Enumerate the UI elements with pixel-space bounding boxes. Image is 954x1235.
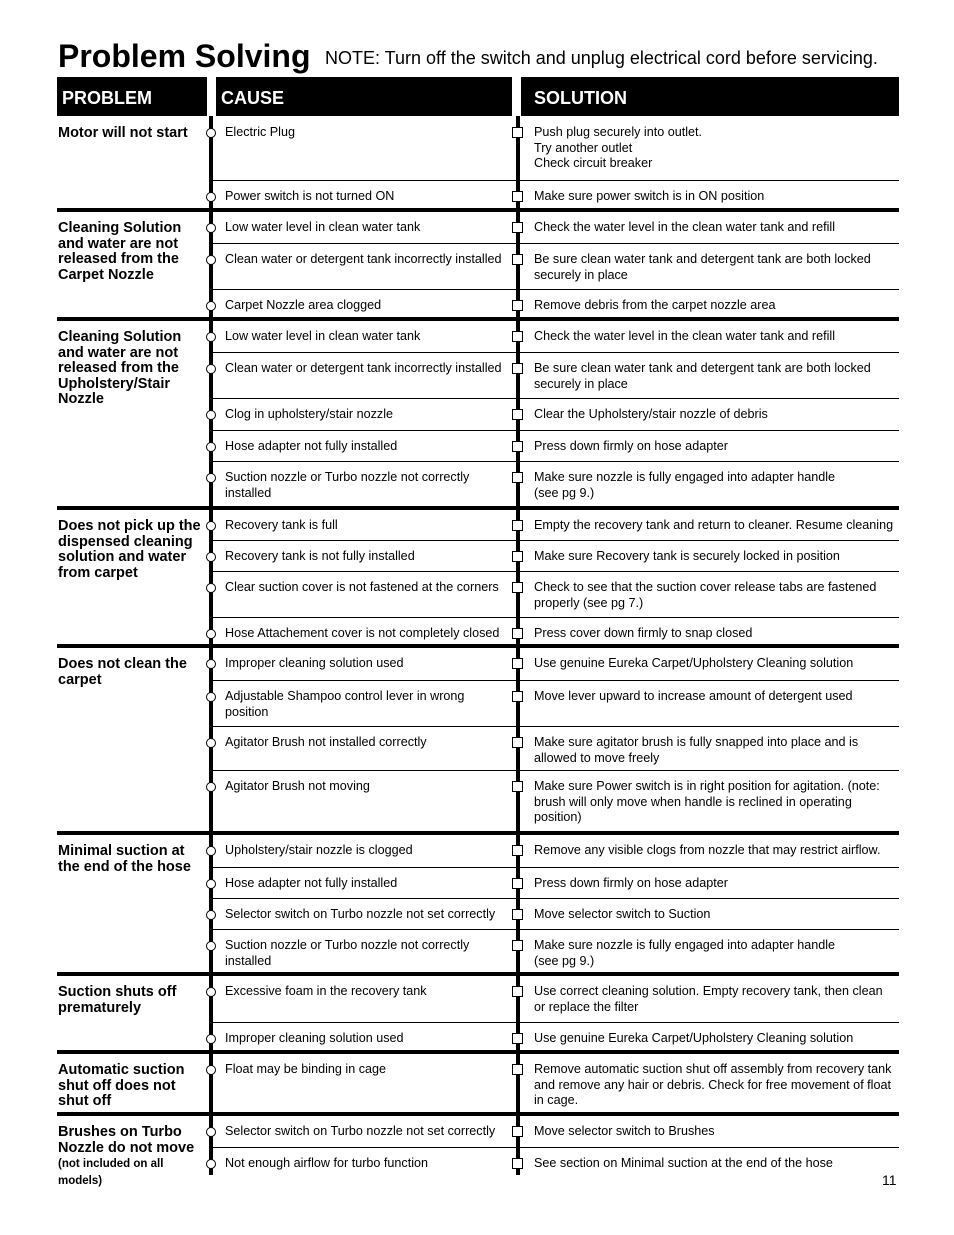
cause-text: Float may be binding in cage bbox=[225, 1062, 387, 1076]
solution-text: Be sure clean water tank and detergent tank are both locked securely in place bbox=[534, 361, 871, 391]
row-divider bbox=[212, 867, 899, 868]
header-solution: SOLUTION bbox=[521, 77, 899, 116]
cause-text: Carpet Nozzle area clogged bbox=[225, 298, 382, 312]
cause-text: Upholstery/stair nozzle is clogged bbox=[225, 843, 413, 857]
solution-text: See section on Minimal suction at the end of the hose bbox=[534, 1156, 833, 1170]
problem-text: Brushes on Turbo Nozzle do not move bbox=[58, 1124, 195, 1156]
solution-bullet-square-icon bbox=[512, 986, 523, 997]
solution-text: Press down firmly on hose adapter bbox=[534, 439, 728, 453]
safety-note: NOTE: Turn off the switch and unplug electrical cord before servicing. bbox=[325, 48, 878, 68]
cause-bullet-circle-icon bbox=[206, 583, 216, 593]
cause-text: Improper cleaning solution used bbox=[225, 656, 404, 670]
solution-bullet-square-icon bbox=[512, 909, 523, 920]
cause-bullet-circle-icon bbox=[206, 659, 216, 669]
solution-bullet-square-icon bbox=[512, 1033, 523, 1044]
problem-note: (not included on all models) bbox=[58, 1158, 164, 1187]
cause-text: Adjustable Shampoo control lever in wrong position bbox=[225, 689, 465, 719]
cause-bullet-circle-icon bbox=[206, 128, 216, 138]
cause-text: Excessive foam in the recovery tank bbox=[225, 984, 427, 998]
solution-bullet-square-icon bbox=[512, 331, 523, 342]
solution-bullet-square-icon bbox=[512, 520, 523, 531]
row-divider bbox=[212, 180, 899, 181]
solution-text: Use genuine Eureka Carpet/Upholstery Cleaning solution bbox=[534, 1031, 854, 1045]
cause-bullet-circle-icon bbox=[206, 1127, 216, 1137]
row-divider bbox=[212, 1147, 899, 1148]
problem-label bbox=[58, 657, 206, 688]
problem-text: Automatic suction shut off does not shut off bbox=[58, 1062, 185, 1110]
solution-bullet-square-icon bbox=[512, 845, 523, 856]
row-divider bbox=[212, 461, 899, 462]
solution-text: Remove any visible clogs from nozzle that may restrict airflow. bbox=[534, 843, 881, 857]
problem-label bbox=[58, 985, 206, 1016]
group-divider bbox=[57, 644, 899, 648]
solution-bullet-square-icon bbox=[512, 628, 523, 639]
solution-bullet-square-icon bbox=[512, 658, 523, 669]
cause-text: Hose Attachement cover is not completely closed bbox=[225, 626, 500, 640]
solution-text: Check the water level in the clean water tank and refill bbox=[534, 329, 836, 343]
cause-bullet-circle-icon bbox=[206, 521, 216, 531]
solution-text: Make sure Power switch is in right position for agitation. (note: brush will only move when handle is reclined in operating position) bbox=[534, 779, 880, 825]
solution-bullet-square-icon bbox=[512, 472, 523, 483]
solution-text: Make sure nozzle is fully engaged into adapter handle (see pg 9.) bbox=[534, 938, 836, 968]
cause-bullet-circle-icon bbox=[206, 255, 216, 265]
row-divider bbox=[212, 726, 899, 727]
solution-bullet-square-icon bbox=[512, 127, 523, 138]
solution-text: Clear the Upholstery/stair nozzle of debris bbox=[534, 407, 768, 421]
problem-label bbox=[58, 221, 206, 283]
solution-bullet-square-icon bbox=[512, 551, 523, 562]
solution-text: Be sure clean water tank and detergent tank are both locked securely in place bbox=[534, 252, 871, 282]
group-divider bbox=[57, 1112, 899, 1116]
cause-bullet-circle-icon bbox=[206, 629, 216, 639]
row-divider bbox=[212, 770, 899, 771]
solution-bullet-square-icon bbox=[512, 409, 523, 420]
row-divider bbox=[212, 617, 899, 618]
row-divider bbox=[212, 289, 899, 290]
solution-bullet-square-icon bbox=[512, 300, 523, 311]
solution-text: Check the water level in the clean water tank and refill bbox=[534, 220, 836, 234]
solution-text: Check to see that the suction cover release tabs are fastened properly (see pg 7.) bbox=[534, 580, 877, 610]
cause-text: Clog in upholstery/stair nozzle bbox=[225, 407, 393, 421]
cause-bullet-circle-icon bbox=[206, 879, 216, 889]
row-divider bbox=[212, 540, 899, 541]
cause-text: Clean water or detergent tank incorrectly installed bbox=[225, 361, 502, 375]
problem-label bbox=[58, 1063, 206, 1110]
solution-text: Remove debris from the carpet nozzle area bbox=[534, 298, 776, 312]
group-divider bbox=[57, 831, 899, 835]
solution-bullet-square-icon bbox=[512, 940, 523, 951]
header-problem: PROBLEM bbox=[57, 77, 207, 116]
solution-bullet-square-icon bbox=[512, 737, 523, 748]
cause-bullet-circle-icon bbox=[206, 910, 216, 920]
page-number: 11 bbox=[882, 1172, 897, 1188]
cause-text: Suction nozzle or Turbo nozzle not correctly installed bbox=[225, 470, 470, 500]
cause-bullet-circle-icon bbox=[206, 332, 216, 342]
cause-text: Low water level in clean water tank bbox=[225, 220, 421, 234]
cause-bullet-circle-icon bbox=[206, 987, 216, 997]
solution-text: Make sure Recovery tank is securely locked in position bbox=[534, 549, 840, 563]
problem-text: Does not clean the carpet bbox=[58, 656, 187, 688]
solution-text: Make sure nozzle is fully engaged into adapter handle (see pg 9.) bbox=[534, 470, 836, 500]
problem-label bbox=[58, 1125, 206, 1189]
solution-text: Move selector switch to Suction bbox=[534, 907, 711, 921]
solution-bullet-square-icon bbox=[512, 1126, 523, 1137]
group-divider bbox=[57, 208, 899, 212]
cause-text: Low water level in clean water tank bbox=[225, 329, 421, 343]
cause-text: Electric Plug bbox=[225, 125, 295, 139]
problem-text: Does not pick up the dispensed cleaning solution and water from carpet bbox=[58, 518, 201, 581]
solution-bullet-square-icon bbox=[512, 191, 523, 202]
problem-text: Cleaning Solution and water are not released from the Carpet Nozzle bbox=[58, 220, 182, 283]
problem-label bbox=[58, 844, 206, 875]
solution-text: Use correct cleaning solution. Empty recovery tank, then clean or replace the filter bbox=[534, 984, 883, 1014]
solution-bullet-square-icon bbox=[512, 254, 523, 265]
cause-text: Improper cleaning solution used bbox=[225, 1031, 404, 1045]
row-divider bbox=[212, 352, 899, 353]
cause-text: Not enough airflow for turbo function bbox=[225, 1156, 429, 1170]
group-divider bbox=[57, 972, 899, 976]
cause-text: Agitator Brush not installed correctly bbox=[225, 735, 427, 749]
cause-bullet-circle-icon bbox=[206, 442, 216, 452]
cause-bullet-circle-icon bbox=[206, 301, 216, 311]
row-divider bbox=[212, 398, 899, 399]
header-cause: CAUSE bbox=[216, 77, 512, 116]
cause-bullet-circle-icon bbox=[206, 1065, 216, 1075]
cause-bullet-circle-icon bbox=[206, 552, 216, 562]
group-divider bbox=[57, 1050, 899, 1054]
cause-bullet-circle-icon bbox=[206, 782, 216, 792]
row-divider bbox=[212, 243, 899, 244]
solution-text: Use genuine Eureka Carpet/Upholstery Cleaning solution bbox=[534, 656, 854, 670]
group-divider bbox=[57, 317, 899, 321]
solution-bullet-square-icon bbox=[512, 1064, 523, 1075]
cause-text: Agitator Brush not moving bbox=[225, 779, 370, 793]
cause-bullet-circle-icon bbox=[206, 192, 216, 202]
problem-label bbox=[58, 519, 206, 581]
problem-text: Cleaning Solution and water are not released from the Upholstery/Stair Nozzle bbox=[58, 329, 182, 408]
cause-text: Hose adapter not fully installed bbox=[225, 439, 398, 453]
solution-text: Press cover down firmly to snap closed bbox=[534, 626, 753, 640]
problem-label bbox=[58, 126, 206, 142]
cause-text: Selector switch on Turbo nozzle not set correctly bbox=[225, 907, 496, 921]
cause-bullet-circle-icon bbox=[206, 223, 216, 233]
solution-text: Press down firmly on hose adapter bbox=[534, 876, 728, 890]
cause-bullet-circle-icon bbox=[206, 473, 216, 483]
cause-bullet-circle-icon bbox=[206, 738, 216, 748]
solution-bullet-square-icon bbox=[512, 363, 523, 374]
solution-bullet-square-icon bbox=[512, 781, 523, 792]
cause-text: Clean water or detergent tank incorrectly installed bbox=[225, 252, 502, 266]
solution-bullet-square-icon bbox=[512, 878, 523, 889]
page-title: Problem Solving bbox=[58, 38, 311, 74]
problem-text: Motor will not start bbox=[58, 125, 188, 141]
cause-bullet-circle-icon bbox=[206, 1034, 216, 1044]
solution-text: Make sure power switch is in ON position bbox=[534, 189, 765, 203]
solution-bullet-square-icon bbox=[512, 691, 523, 702]
cause-bullet-circle-icon bbox=[206, 941, 216, 951]
cause-bullet-circle-icon bbox=[206, 364, 216, 374]
row-divider bbox=[212, 571, 899, 572]
solution-text: Move lever upward to increase amount of detergent used bbox=[534, 689, 853, 703]
problem-label bbox=[58, 330, 206, 408]
row-divider bbox=[212, 680, 899, 681]
solution-text: Remove automatic suction shut off assembly from recovery tank and remove any hair or debris. Check for free movement of float in cage. bbox=[534, 1062, 892, 1108]
solution-bullet-square-icon bbox=[512, 222, 523, 233]
solution-text: Push plug securely into outlet. Try another outlet Check circuit breaker bbox=[534, 125, 703, 171]
group-divider bbox=[57, 506, 899, 510]
solution-bullet-square-icon bbox=[512, 1158, 523, 1169]
row-divider bbox=[212, 1022, 899, 1023]
cause-bullet-circle-icon bbox=[206, 846, 216, 856]
row-divider bbox=[212, 430, 899, 431]
cause-text: Hose adapter not fully installed bbox=[225, 876, 398, 890]
solution-bullet-square-icon bbox=[512, 441, 523, 452]
solution-text: Move selector switch to Brushes bbox=[534, 1124, 715, 1138]
solution-bullet-square-icon bbox=[512, 582, 523, 593]
row-divider bbox=[212, 898, 899, 899]
cause-bullet-circle-icon bbox=[206, 410, 216, 420]
cause-text: Selector switch on Turbo nozzle not set correctly bbox=[225, 1124, 496, 1138]
problem-text: Suction shuts off prematurely bbox=[58, 984, 177, 1016]
cause-text: Clear suction cover is not fastened at the corners bbox=[225, 580, 499, 594]
cause-text: Recovery tank is not fully installed bbox=[225, 549, 415, 563]
cause-bullet-circle-icon bbox=[206, 692, 216, 702]
solution-text: Empty the recovery tank and return to cleaner. Resume cleaning bbox=[534, 518, 894, 532]
row-divider bbox=[212, 929, 899, 930]
cause-bullet-circle-icon bbox=[206, 1159, 216, 1169]
problem-text: Minimal suction at the end of the hose bbox=[58, 843, 191, 875]
cause-text: Power switch is not turned ON bbox=[225, 189, 395, 203]
cause-text: Recovery tank is full bbox=[225, 518, 338, 532]
cause-text: Suction nozzle or Turbo nozzle not correctly installed bbox=[225, 938, 470, 968]
solution-text: Make sure agitator brush is fully snapped into place and is allowed to move freely bbox=[534, 735, 859, 765]
